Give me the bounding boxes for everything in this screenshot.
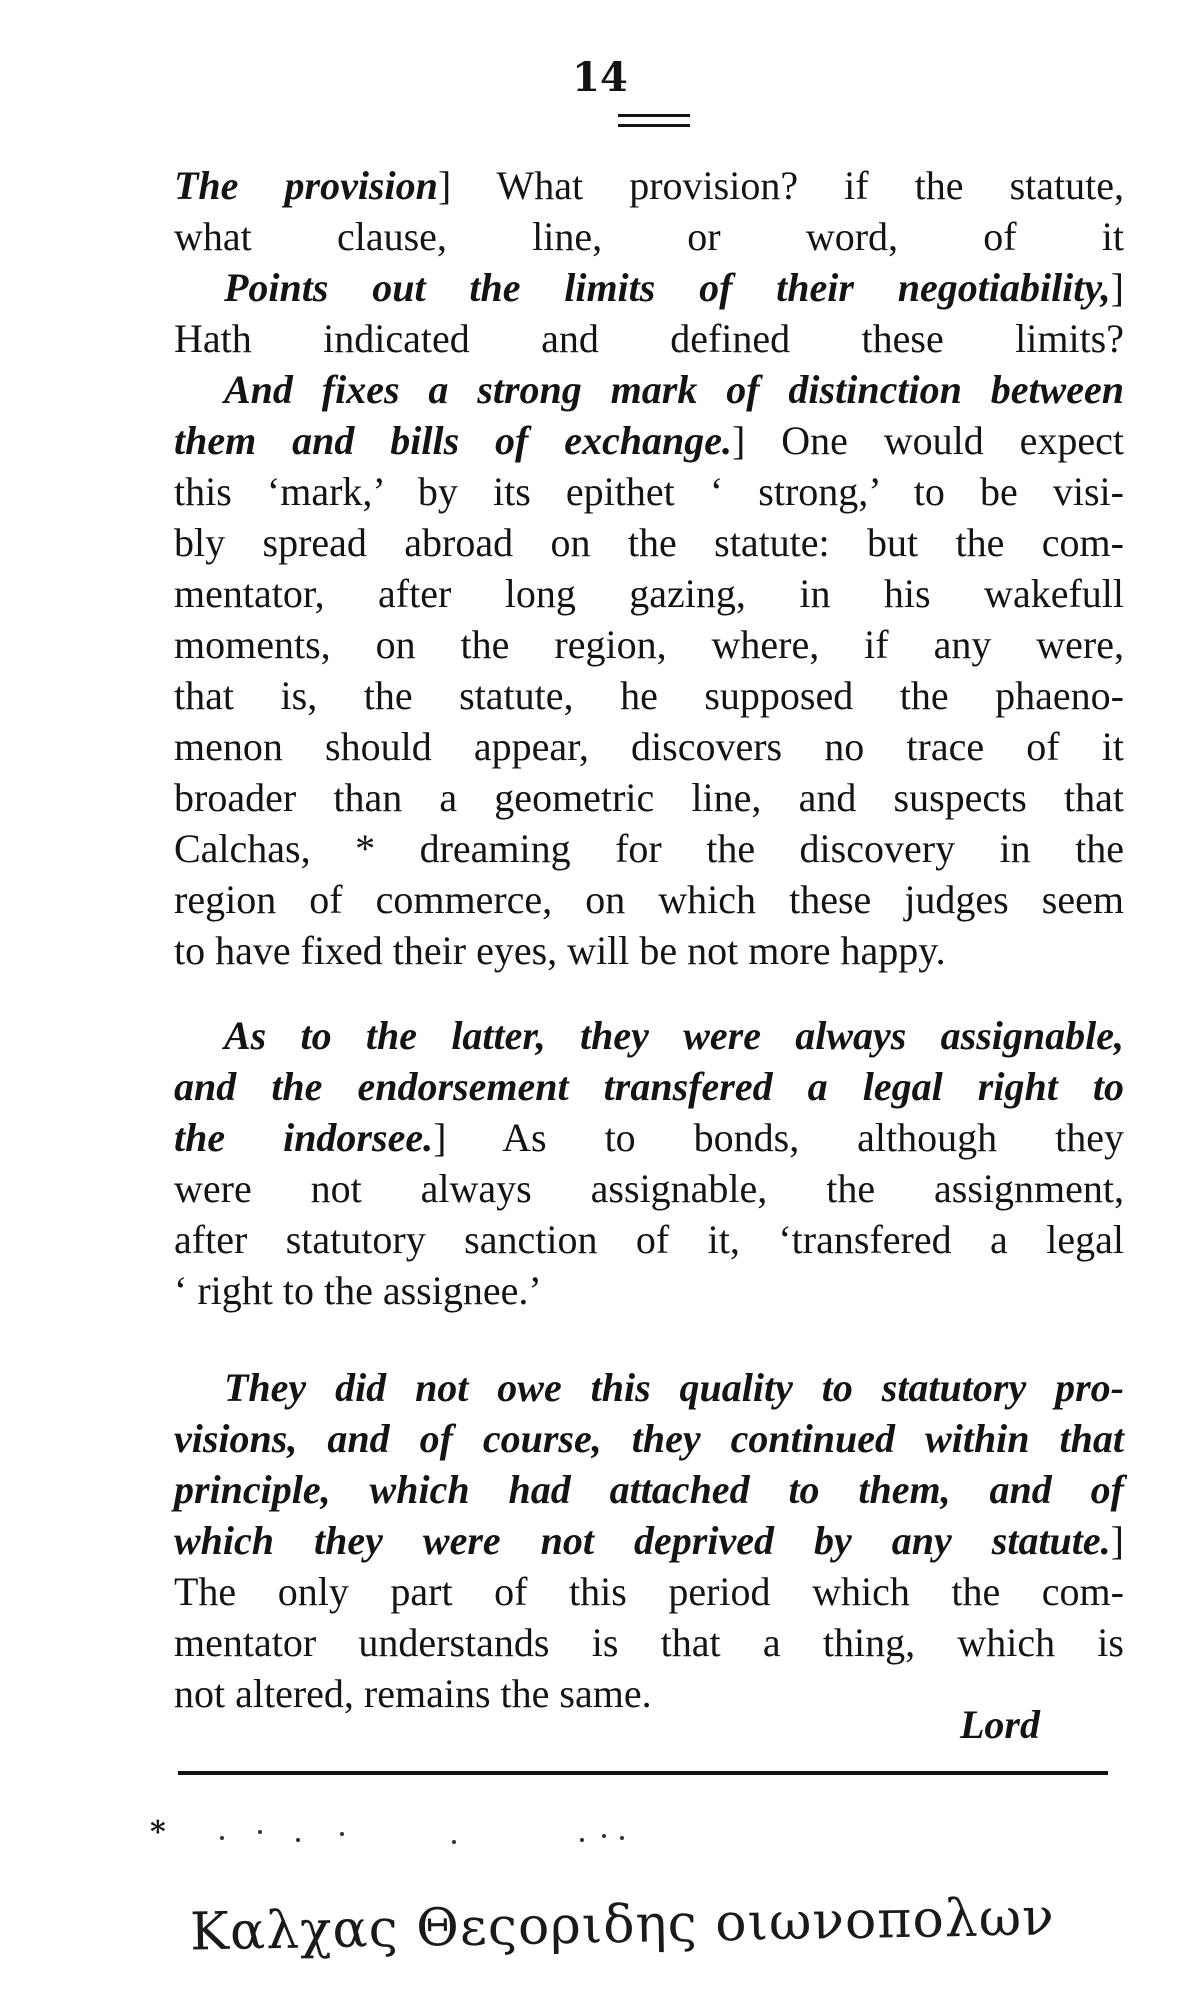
text-line — [174, 415, 1124, 466]
text-line — [174, 1566, 1124, 1617]
text-line — [174, 1362, 1124, 1413]
footnote-mark: * — [150, 1815, 166, 1850]
quoted-italic-text: and the endorsement transfered a legal right to — [174, 1064, 1124, 1109]
paragraph-3 — [174, 1362, 1124, 1719]
commentary-text: broader than a geometric line, and suspects that — [174, 775, 1124, 820]
commentary-text: ] One would expect — [732, 418, 1124, 463]
text-line — [174, 211, 1124, 262]
commentary-text: ] As to bonds, although they — [433, 1115, 1124, 1160]
commentary-text: ] What provision? if the statute, — [437, 163, 1124, 208]
text-line — [174, 925, 1124, 976]
commentary-text: mentator understands is that a thing, which is — [174, 1620, 1124, 1665]
text-line — [174, 619, 1124, 670]
commentary-text: what clause, line, or word, of it — [174, 214, 1124, 259]
text-line — [174, 517, 1124, 568]
text-line — [174, 1617, 1124, 1668]
commentary-text: this ‘mark,’ by its epithet ‘ strong,’ to be visi- — [174, 469, 1124, 514]
text-line — [174, 1413, 1124, 1464]
text-line — [174, 313, 1124, 364]
paragraph-1 — [174, 160, 1124, 976]
text-line — [174, 160, 1124, 211]
text-line — [174, 721, 1124, 772]
footnote-rule — [178, 1771, 1108, 1775]
text-line — [174, 823, 1124, 874]
text-line — [174, 1515, 1124, 1566]
handwritten-greek-note: Καλχας Θεςοριδης οιωνοπολων — [189, 1887, 1056, 1963]
text-line — [174, 1010, 1124, 1061]
commentary-text: ‘ right to the assignee.’ — [174, 1268, 542, 1313]
text-line — [174, 262, 1124, 313]
commentary-text: bly spread abroad on the statute: but the com- — [174, 520, 1124, 565]
text-line — [174, 466, 1124, 517]
text-line — [174, 670, 1124, 721]
text-line — [174, 772, 1124, 823]
commentary-text: that is, the statute, he supposed the phaeno- — [174, 673, 1124, 718]
commentary-text: region of commerce, on which these judges seem — [174, 877, 1124, 922]
commentary-text: were not always assignable, the assignment, — [174, 1166, 1124, 1211]
commentary-text: moments, on the region, where, if any were, — [174, 622, 1124, 667]
quoted-italic-text: the indorsee. — [174, 1115, 434, 1160]
commentary-text: Hath indicated and defined these limits? — [174, 316, 1124, 361]
quoted-italic-text: The provision — [174, 163, 438, 208]
commentary-text: ] — [1110, 265, 1124, 310]
page-number-underline — [618, 114, 690, 127]
quoted-italic-text: They did not owe this quality to statutory pro- — [224, 1365, 1124, 1410]
commentary-text: after statutory sanction of it, ‘transfered a legal — [174, 1217, 1124, 1262]
quoted-italic-text: Points out the limits of their negotiability, — [224, 265, 1111, 310]
quoted-italic-text: principle, which had attached to them, and of — [174, 1467, 1124, 1512]
catchword: Lord — [960, 1702, 1040, 1747]
text-line — [174, 1464, 1124, 1515]
text-line — [174, 1112, 1124, 1163]
text-line — [174, 874, 1124, 925]
page-number: 14 — [572, 54, 628, 101]
text-line — [174, 1163, 1124, 1214]
commentary-text: Calchas, * dreaming for the discovery in the — [174, 826, 1124, 871]
quoted-italic-text: which they were not deprived by any statute. — [174, 1518, 1111, 1563]
text-line — [174, 364, 1124, 415]
footnote-ink-specks — [200, 1826, 680, 1846]
quoted-italic-text: And fixes a strong mark of distinction between — [224, 367, 1124, 412]
text-line — [174, 1061, 1124, 1112]
quoted-italic-text: As to the latter, they were always assignable, — [224, 1013, 1124, 1058]
quoted-italic-text: visions, and of course, they continued within that — [174, 1416, 1124, 1461]
commentary-text: not altered, remains the same. — [174, 1671, 652, 1716]
paragraph-2 — [174, 1010, 1124, 1316]
quoted-italic-text: them and bills of exchange. — [174, 418, 732, 463]
text-line — [174, 1265, 1124, 1316]
commentary-text: The only part of this period which the com- — [174, 1569, 1124, 1614]
text-line — [174, 568, 1124, 619]
commentary-text: menon should appear, discovers no trace of it — [174, 724, 1124, 769]
commentary-text: ] — [1110, 1518, 1124, 1563]
commentary-text: mentator, after long gazing, in his wakefull — [174, 571, 1124, 616]
text-line — [174, 1214, 1124, 1265]
commentary-text: to have fixed their eyes, will be not more happy. — [174, 928, 946, 973]
